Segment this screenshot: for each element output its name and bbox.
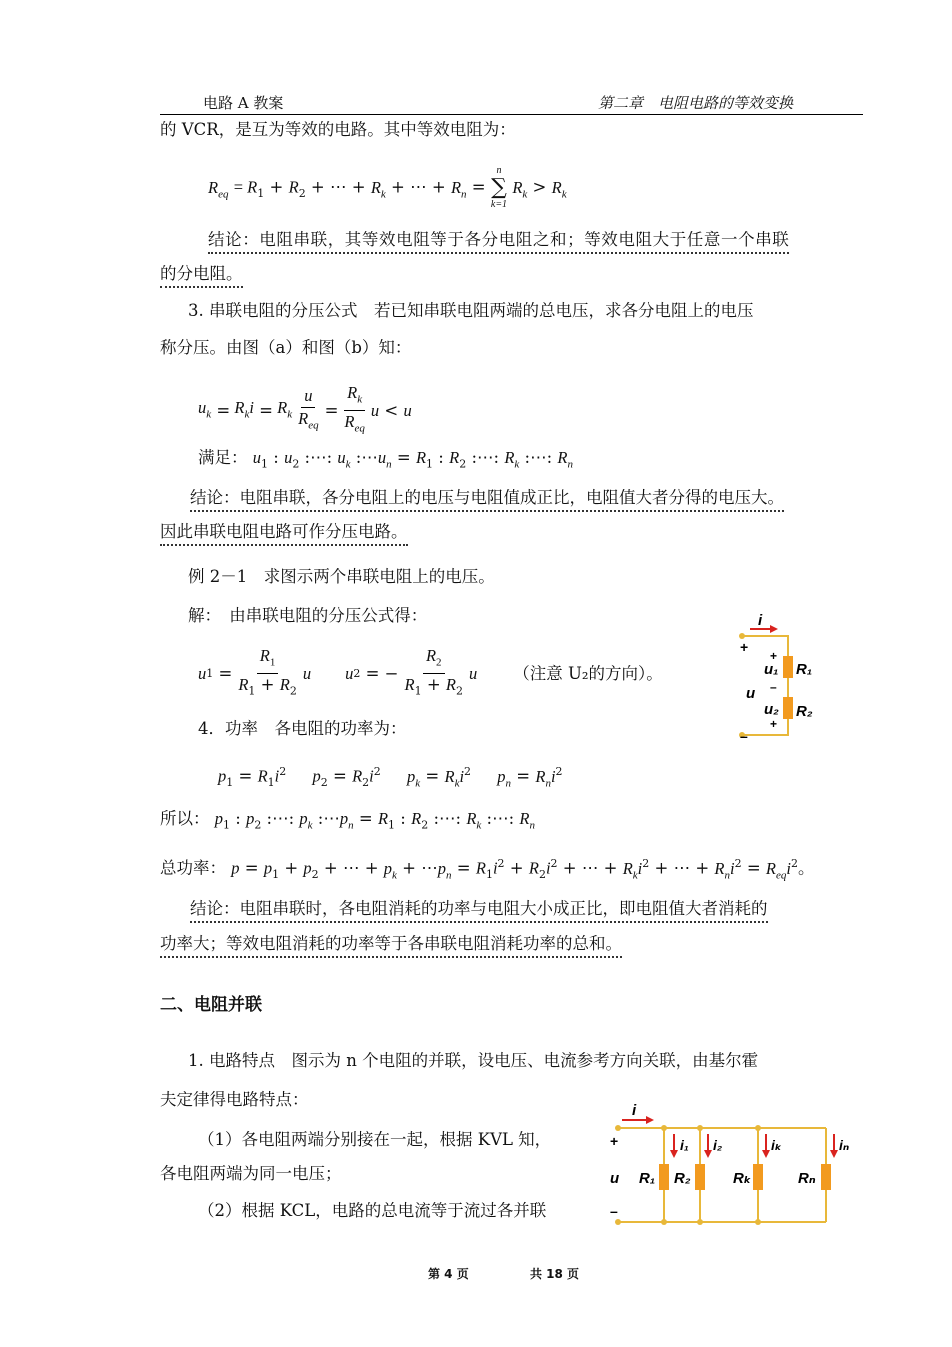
section-heading-parallel: 二、电阻并联 [160, 995, 262, 1015]
suoyi-label: 所以： [160, 809, 210, 828]
label-rn: Rₙ [798, 1170, 816, 1187]
arrowhead-i2 [704, 1150, 712, 1158]
label-i2: i₂ [713, 1137, 723, 1153]
label-r1: R₁ [639, 1170, 656, 1187]
paragraph-vcr: 的 VCR，是互为等效的电路。其中等效电阻为： [160, 120, 516, 139]
plus-u2: + [770, 717, 778, 731]
label-r2: R₂ [796, 703, 813, 720]
paragraph-voltage-divider-line1: 3. 串联电阻的分压公式 若已知串联电阻两端的总电压，求各分电阻上的电压 [188, 301, 754, 320]
paragraph-parallel-line2: 夫定律得电路特点： [160, 1090, 309, 1109]
terminal-bottom [615, 1219, 621, 1225]
node-top-1 [661, 1125, 667, 1131]
label-in: iₙ [839, 1137, 850, 1153]
formula-uk: $u_k$ = $R_ki$ = $R_k$ $\frac{u}{R_{eq}}$ = $\frac{R_k}{R_{eq}}$ u < u [198, 383, 412, 435]
node-top-k [755, 1125, 761, 1131]
arrowhead-i1 [670, 1150, 678, 1158]
node-bottom-1 [661, 1219, 667, 1225]
conclusion-3-line1: 结论：电阻串联时，各电阻消耗的功率与电阻大小成正比，即电阻值大者消耗的 [190, 898, 768, 923]
label-i: i [758, 612, 763, 629]
label-i: i [632, 1102, 637, 1119]
paragraph-voltage-divider-line2: 称分压。由图（a）和图（b）知： [160, 338, 412, 357]
current-arrowhead [770, 625, 778, 633]
header-rule [160, 114, 863, 115]
conclusion-3-line2: 功率大；等效电阻消耗的功率等于各串联电阻消耗功率的总和。 [160, 933, 622, 958]
paragraph-power: 4．功率 各电阻的功率为： [198, 719, 407, 738]
formula-req: $R_{eq} = R_1 + R_2$ + ⋯ + $R_k$ + ⋯ + $R_n$ = n ∑ k=1 $R_k > R_k$ [208, 165, 567, 210]
label-u1: u₁ [764, 661, 779, 678]
label-r1: R₁ [796, 661, 813, 678]
conclusion-2-line1: 结论：电阻串联，各分电阻上的电压与电阻值成正比，电阻值大者分得的电压大。 [190, 487, 784, 512]
satisfy-label: 满足： [198, 448, 248, 467]
parallel-circuit-diagram [596, 1100, 860, 1232]
minus-bottom: – [610, 1203, 618, 1219]
conclusion-2-line2: 因此串联电阻电路可作分压电路。 [160, 521, 408, 546]
plus-top: + [740, 639, 749, 655]
label-ik: iₖ [771, 1137, 782, 1153]
conclusion-1-line1: 结论：电阻串联，其等效电阻等于各分电阻之和；等效电阻大于任意一个串联 [208, 229, 789, 254]
node-bottom-k [755, 1219, 761, 1225]
label-u: u [746, 685, 756, 702]
terminal-top [615, 1125, 621, 1131]
label-r2: R₂ [674, 1170, 691, 1187]
plus-top: + [610, 1133, 619, 1149]
item-1-line1: （1）各电阻两端分别接在一起，根据 KVL 知， [198, 1130, 552, 1149]
conclusion-1-line2: 的分电阻。 [160, 263, 243, 288]
example-2-1: 例 2－1 求图示两个串联电阻上的电压。 [188, 567, 495, 586]
series-circuit-diagram [720, 612, 830, 747]
header-left: 电路 A 教案 [203, 94, 284, 112]
formula-power-ratio: 所以： $p_1$ : $p_2$ :⋯: $p_k$ $:\cdots p_n = R_1$ : $R_2$ :⋯: $R_k$ :⋯: $R_n$ [160, 809, 535, 832]
formula-total-power: 总功率： $p = p_1 + p_2$ + ⋯ + $p_k$ + $\cdots p_n = R_1i^2 + R_2i^2$ + ⋯ + $R_ki^2$ + ⋯ + $R_ni^2 = R_{eq}i^2$。 [160, 857, 815, 881]
resistor-r1 [783, 656, 793, 678]
formula-u1-u2: u 1 = $\frac{R_1}{R_1 + R_2}$ u u 2 = − $\frac{R_2}{R_1 + R_2}$ u （注意 U₂的方向）。 [198, 646, 663, 698]
node-top-2 [697, 1125, 703, 1131]
arrowhead-ik [762, 1150, 770, 1158]
label-i1: i₁ [680, 1137, 689, 1153]
solution-label: 解： 由串联电阻的分压公式得： [188, 606, 428, 625]
page-total: 共 18 页 [530, 1267, 580, 1281]
item-1-line2: 各电阻两端为同一电压； [160, 1164, 342, 1183]
total-power-label: 总功率： [160, 858, 226, 878]
resistor-r2 [783, 697, 793, 719]
resistor-r2 [695, 1164, 705, 1190]
minus-bottom: – [740, 728, 748, 744]
formula-power-each: $p_1 = R_1i^2$ $p_2 = R_2i^2$ $p_k = R_ki^2$ $p_n = R_ni^2$ [218, 765, 563, 789]
minus-u1: – [770, 680, 777, 694]
arrowhead-in [830, 1150, 838, 1158]
item-2-line1: （2）根据 KCL，电路的总电流等于流过各并联 [198, 1201, 547, 1220]
resistor-rk [753, 1164, 763, 1190]
label-u2: u₂ [764, 701, 779, 718]
resistor-rn [821, 1164, 831, 1190]
note-u2-direction: （注意 U₂的方向）。 [513, 663, 663, 683]
header-right: 第二章 电阻电路的等效变换 [598, 94, 794, 112]
label-rk: Rₖ [733, 1170, 752, 1187]
page-number: 第 4 页 [428, 1267, 469, 1281]
resistor-r1 [659, 1164, 669, 1190]
node-bottom-2 [697, 1219, 703, 1225]
plus-u1: + [770, 649, 778, 663]
current-arrowhead-i [646, 1116, 654, 1124]
formula-satisfy: 满足： $u_1$ : $u_2$ :⋯: $u_k$ $:\cdots u_n = R_1$ : $R_2$ :⋯: $R_k$ :⋯: $R_n$ [198, 448, 573, 471]
paragraph-parallel-line1: 1. 电路特点 图示为 n 个电阻的并联，设电压、电流参考方向关联，由基尔霍 [188, 1051, 759, 1070]
label-u: u [610, 1170, 620, 1187]
